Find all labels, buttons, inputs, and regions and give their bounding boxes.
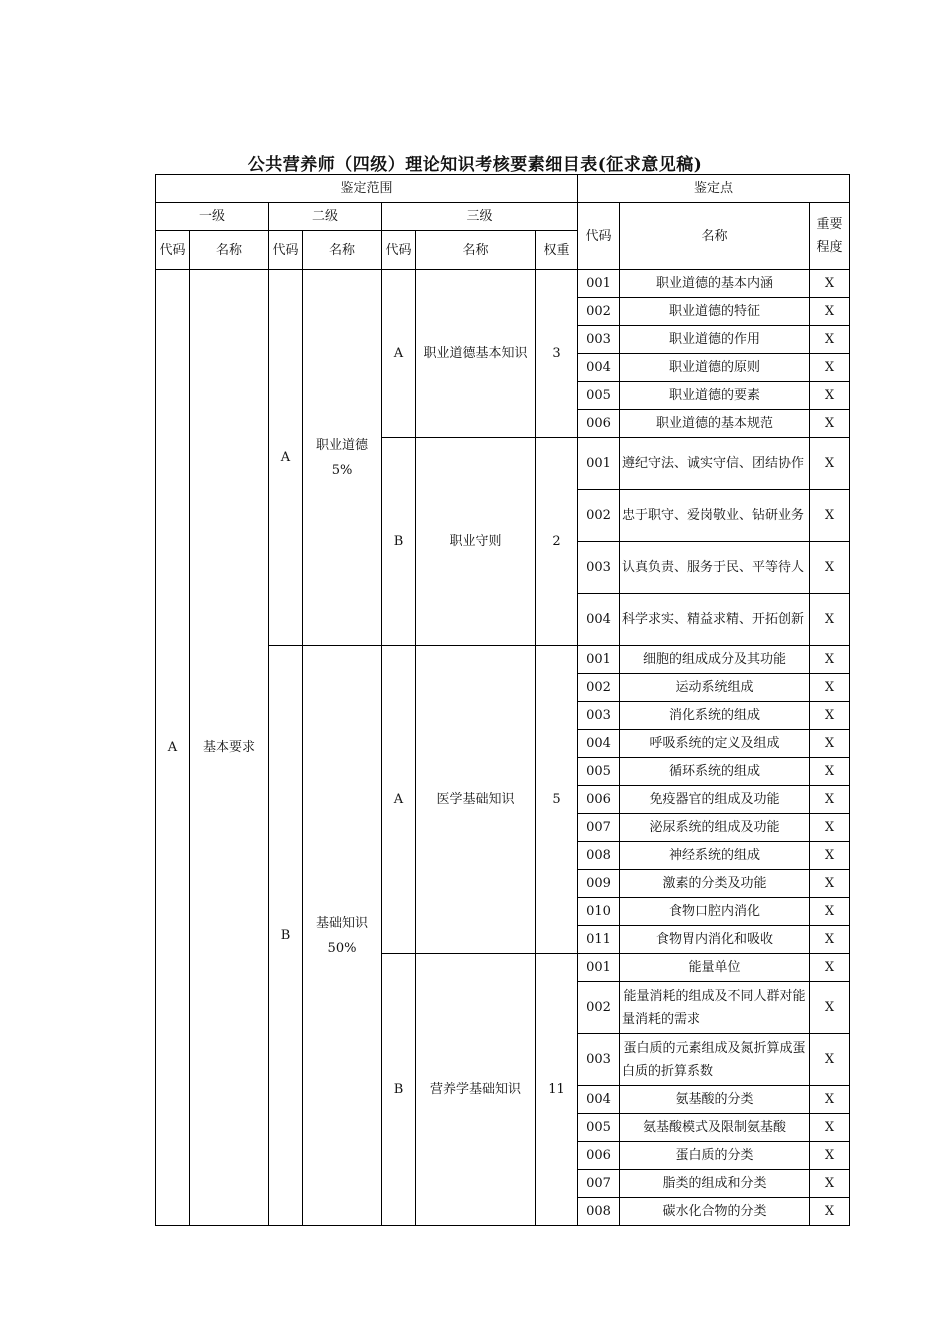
point-importance: X	[810, 270, 850, 298]
point-code: 011	[578, 926, 620, 954]
point-name: 能量单位	[620, 954, 810, 982]
level1-header: 一级	[156, 203, 269, 231]
level3-weight: 5	[536, 646, 578, 954]
point-name: 泌尿系统的组成及功能	[620, 814, 810, 842]
point-importance: X	[810, 870, 850, 898]
point-importance: X	[810, 542, 850, 594]
level3-header: 三级	[382, 203, 578, 231]
point-code: 005	[578, 382, 620, 410]
point-code: 007	[578, 1170, 620, 1198]
point-name: 消化系统的组成	[620, 702, 810, 730]
level1-code: A	[156, 270, 190, 1226]
point-name: 细胞的组成成分及其功能	[620, 646, 810, 674]
point-name: 遵纪守法、诚实守信、团结协作	[620, 438, 810, 490]
document-title: 公共营养师（四级）理论知识考核要素细目表(征求意见稿)	[247, 155, 703, 175]
point-name: 脂类的组成和分类	[620, 1170, 810, 1198]
point-importance: X	[810, 646, 850, 674]
point-importance: X	[810, 298, 850, 326]
level3-code: B	[382, 954, 416, 1226]
point-code: 008	[578, 1198, 620, 1226]
point-name: 呼吸系统的定义及组成	[620, 730, 810, 758]
point-name: 激素的分类及功能	[620, 870, 810, 898]
point-importance: X	[810, 410, 850, 438]
point-code: 004	[578, 730, 620, 758]
point-code: 006	[578, 1142, 620, 1170]
point-name: 神经系统的组成	[620, 842, 810, 870]
point-importance: X	[810, 786, 850, 814]
point-name: 蛋白质的分类	[620, 1142, 810, 1170]
point-name: 能量消耗的组成及不同人群对能量消耗的需求	[620, 982, 810, 1034]
point-code: 001	[578, 646, 620, 674]
point-code: 010	[578, 898, 620, 926]
point-importance: X	[810, 438, 850, 490]
point-name: 氨基酸模式及限制氨基酸	[620, 1114, 810, 1142]
point-name: 运动系统组成	[620, 674, 810, 702]
point-code: 007	[578, 814, 620, 842]
point-importance: X	[810, 954, 850, 982]
level2-name	[303, 646, 382, 1226]
point-importance: X	[810, 594, 850, 646]
point-code: 003	[578, 326, 620, 354]
point-importance: X	[810, 382, 850, 410]
point-code: 002	[578, 674, 620, 702]
level3-name: 医学基础知识	[416, 646, 536, 954]
level3-code: A	[382, 646, 416, 954]
point-name: 忠于职守、爱岗敬业、钻研业务	[620, 490, 810, 542]
point-importance: X	[810, 842, 850, 870]
level3-name: 营养学基础知识	[416, 954, 536, 1226]
level2-name-label: 职业道德	[315, 437, 368, 453]
point-name: 免疫器官的组成及功能	[620, 786, 810, 814]
point-name: 职业道德的基本内涵	[620, 270, 810, 298]
point-code: 003	[578, 702, 620, 730]
level2-name-label: 基础知识	[315, 915, 368, 931]
level3-code-header: 代码	[382, 231, 416, 270]
point-importance: X	[810, 926, 850, 954]
point-code: 003	[578, 542, 620, 594]
point-name: 氨基酸的分类	[620, 1086, 810, 1114]
level1-name-header: 名称	[190, 231, 269, 270]
level3-weight: 2	[536, 438, 578, 646]
point-code: 006	[578, 786, 620, 814]
point-code: 004	[578, 354, 620, 382]
scope-header: 鉴定范围	[156, 175, 578, 203]
point-name: 食物口腔内消化	[620, 898, 810, 926]
point-name: 职业道德的要素	[620, 382, 810, 410]
level1-name: 基本要求	[190, 270, 269, 1226]
points-header: 鉴定点	[578, 175, 850, 203]
point-code: 005	[578, 758, 620, 786]
point-importance: X	[810, 1170, 850, 1198]
point-code: 002	[578, 298, 620, 326]
point-code: 006	[578, 410, 620, 438]
level2-percent: 50%	[327, 940, 357, 956]
point-importance: X	[810, 326, 850, 354]
point-name: 碳水化合物的分类	[620, 1198, 810, 1226]
level1-code-header: 代码	[156, 231, 190, 270]
level2-name	[303, 270, 382, 646]
level3-code: A	[382, 270, 416, 438]
point-code: 002	[578, 982, 620, 1034]
point-importance: X	[810, 982, 850, 1034]
point-importance: X	[810, 1142, 850, 1170]
point-importance: X	[810, 1086, 850, 1114]
point-code: 001	[578, 954, 620, 982]
point-importance: X	[810, 490, 850, 542]
point-code: 001	[578, 438, 620, 490]
point-name: 蛋白质的元素组成及氮折算成蛋白质的折算系数	[620, 1034, 810, 1086]
point-code: 004	[578, 1086, 620, 1114]
point-name: 职业道德的作用	[620, 326, 810, 354]
level2-code: B	[269, 646, 303, 1226]
point-importance: X	[810, 702, 850, 730]
point-code: 009	[578, 870, 620, 898]
point-name: 职业道德的特征	[620, 298, 810, 326]
level3-name-header: 名称	[416, 231, 536, 270]
point-name: 职业道德的基本规范	[620, 410, 810, 438]
level3-weight: 11	[536, 954, 578, 1226]
point-name: 科学求实、精益求精、开拓创新	[620, 594, 810, 646]
point-row	[156, 270, 850, 298]
point-code: 008	[578, 842, 620, 870]
header-row-1	[156, 175, 850, 203]
point-importance: X	[810, 758, 850, 786]
point-importance: X	[810, 1034, 850, 1086]
level2-header: 二级	[269, 203, 382, 231]
point-importance: X	[810, 730, 850, 758]
point-name-header: 名称	[620, 203, 810, 270]
point-code: 001	[578, 270, 620, 298]
point-code: 003	[578, 1034, 620, 1086]
importance-header: 重要程度	[810, 203, 850, 270]
level2-percent: 5%	[331, 462, 353, 478]
weight-header: 权重	[536, 231, 578, 270]
point-code: 005	[578, 1114, 620, 1142]
point-importance: X	[810, 1198, 850, 1226]
point-importance: X	[810, 354, 850, 382]
point-code: 002	[578, 490, 620, 542]
level2-name-header: 名称	[303, 231, 382, 270]
point-code: 004	[578, 594, 620, 646]
point-name: 食物胃内消化和吸收	[620, 926, 810, 954]
level2-code-header: 代码	[269, 231, 303, 270]
point-name: 认真负责、服务于民、平等待人	[620, 542, 810, 594]
level2-code: A	[269, 270, 303, 646]
point-importance: X	[810, 674, 850, 702]
level3-name: 职业道德基本知识	[416, 270, 536, 438]
point-importance: X	[810, 814, 850, 842]
level3-weight: 3	[536, 270, 578, 438]
point-name: 职业道德的原则	[620, 354, 810, 382]
header-row-2	[156, 203, 850, 231]
level3-code: B	[382, 438, 416, 646]
point-name: 循环系统的组成	[620, 758, 810, 786]
point-importance: X	[810, 898, 850, 926]
level3-name: 职业守则	[416, 438, 536, 646]
point-importance: X	[810, 1114, 850, 1142]
point-code-header: 代码	[578, 203, 620, 270]
assessment-table	[155, 174, 850, 1226]
